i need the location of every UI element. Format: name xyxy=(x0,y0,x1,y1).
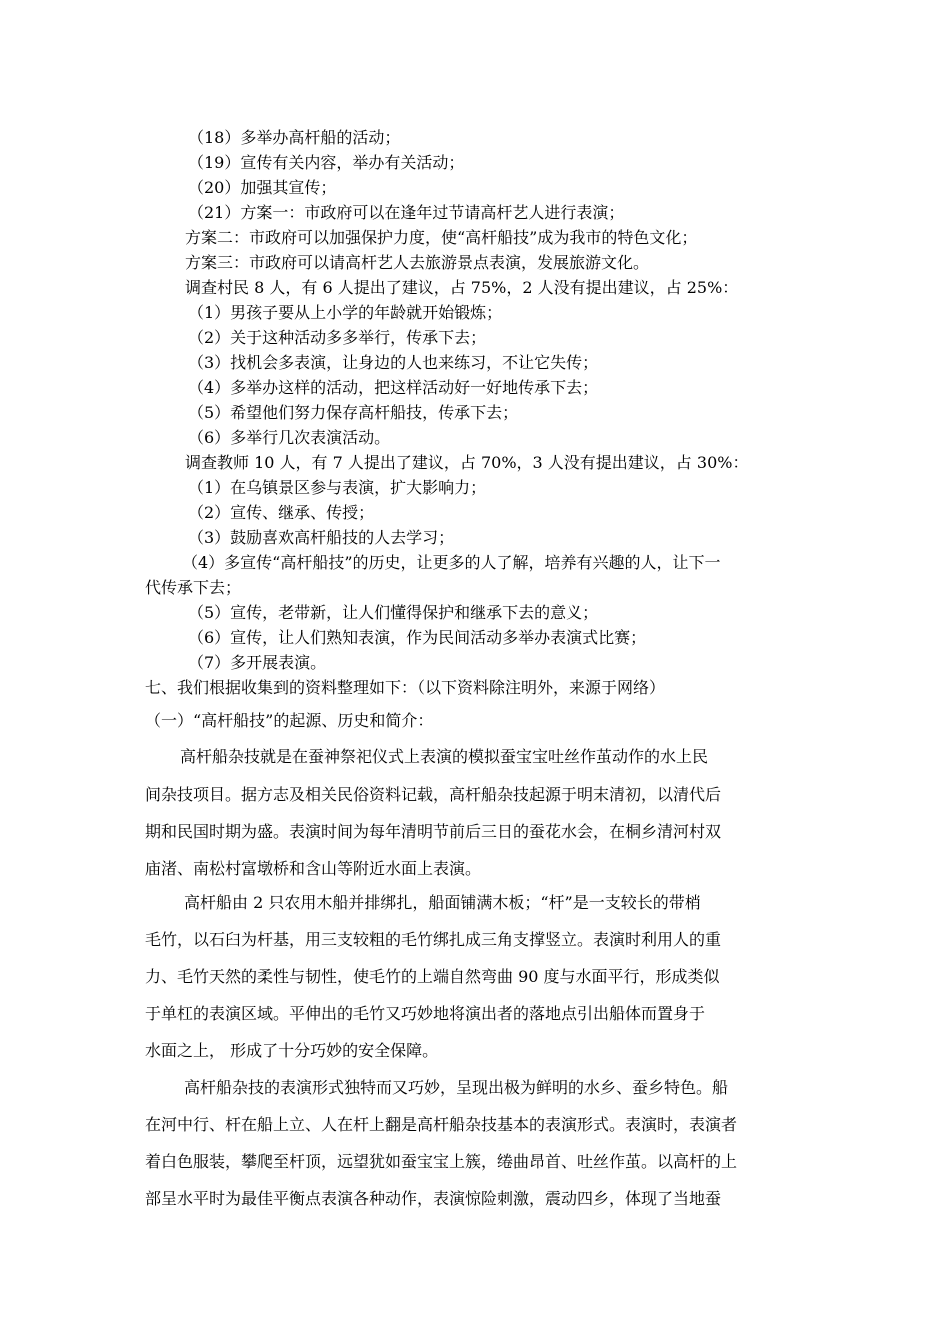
list-item: （18）多举办高杆船的活动； xyxy=(188,128,401,147)
list-item: （4）多宣传“高杆船技”的历史，让更多的人了解，培养有兴趣的人，让下一 xyxy=(182,553,721,572)
list-item: （5）希望他们努力保存高杆船技，传承下去； xyxy=(188,403,519,422)
paragraph-line: 高杆船杂技就是在蚕神祭祀仪式上表演的模拟蚕宝宝吐丝作茧动作的水上民 xyxy=(180,747,709,766)
paragraph-line: 庙渚、南松村富墩桥和含山等附近水面上表演。 xyxy=(145,859,482,878)
subsection-heading: （一）“高杆船技”的起源、历史和简介： xyxy=(145,711,434,730)
list-item: （19）宣传有关内容，举办有关活动； xyxy=(188,153,465,172)
paragraph-line: 毛竹，以石臼为杆基，用三支较粗的毛竹绑扎成三角支撑竖立。表演时利用人的重 xyxy=(145,930,722,949)
list-item: 方案三：市政府可以请高杆艺人去旅游景点表演，发展旅游文化。 xyxy=(185,253,650,272)
list-item: （4）多举办这样的活动，把这样活动好一好地传承下去； xyxy=(188,378,599,397)
survey-summary: 调查村民 8 人，有 6 人提出了建议，占 75%，2 人没有提出建议，占 25%： xyxy=(185,278,739,297)
list-item: （5）宣传，老带新，让人们懂得保护和继承下去的意义； xyxy=(188,603,599,622)
list-item: （1）在乌镇景区参与表演，扩大影响力； xyxy=(188,478,487,497)
list-item: （7）多开展表演。 xyxy=(188,653,327,672)
paragraph-line: 高杆船杂技的表演形式独特而又巧妙，呈现出极为鲜明的水乡、蚕乡特色。船 xyxy=(184,1078,729,1097)
paragraph-line: 于单杠的表演区域。平伸出的毛竹又巧妙地将演出者的落地点引出船体而置身于 xyxy=(145,1004,706,1023)
list-item: （2）关于这种活动多多举行，传承下去； xyxy=(188,328,487,347)
paragraph-line: 部呈水平时为最佳平衡点表演各种动作，表演惊险刺激，震动四乡，体现了当地蚕 xyxy=(145,1189,722,1208)
list-item: （21）方案一：市政府可以在逢年过节请高杆艺人进行表演； xyxy=(188,203,625,222)
survey-summary: 调查教师 10 人，有 7 人提出了建议，占 70%，3 人没有提出建议，占 30%： xyxy=(185,453,749,472)
list-item: （6）宣传，让人们熟知表演，作为民间活动多举办表演式比赛； xyxy=(188,628,647,647)
paragraph-line: 期和民国时期为盛。表演时间为每年清明节前后三日的蚕花水会，在桐乡清河村双 xyxy=(145,822,722,841)
section-heading: 七、我们根据收集到的资料整理如下：（以下资料除注明外，来源于网络） xyxy=(145,678,666,697)
list-item: （2）宣传、继承、传授； xyxy=(188,503,375,522)
paragraph-line: 在河中行、杆在船上立、人在杆上翻是高杆船杂技基本的表演形式。表演时，表演者 xyxy=(145,1115,738,1134)
paragraph-line: 着白色服装，攀爬至杆顶，远望犹如蚕宝宝上簇，绻曲昂首、吐丝作茧。以高杆的上 xyxy=(145,1152,738,1171)
list-item: （3）鼓励喜欢高杆船技的人去学习； xyxy=(188,528,455,547)
paragraph-line: 力、毛竹天然的柔性与韧性，使毛竹的上端自然弯曲 90 度与水面平行，形成类似 xyxy=(145,967,720,986)
list-item: （20）加强其宣传； xyxy=(188,178,337,197)
paragraph-line: 间杂技项目。据方志及相关民俗资料记载，高杆船杂技起源于明末清初，以清代后 xyxy=(145,785,722,804)
paragraph-line: 水面之上， 形成了十分巧妙的安全保障。 xyxy=(145,1041,439,1060)
list-item: 方案二：市政府可以加强保护力度，使“高杆船技”成为我市的特色文化； xyxy=(185,228,698,247)
list-item: （6）多举行几次表演活动。 xyxy=(188,428,391,447)
list-item: （3）找机会多表演，让身边的人也来练习，不让它失传； xyxy=(188,353,599,372)
list-item-continuation: 代传承下去； xyxy=(145,578,242,597)
paragraph-line: 高杆船由 2 只农用木船并排绑扎，船面铺满木板；“杆”是一支较长的带梢 xyxy=(184,893,701,912)
list-item: （1）男孩子要从上小学的年龄就开始锻炼； xyxy=(188,303,503,322)
